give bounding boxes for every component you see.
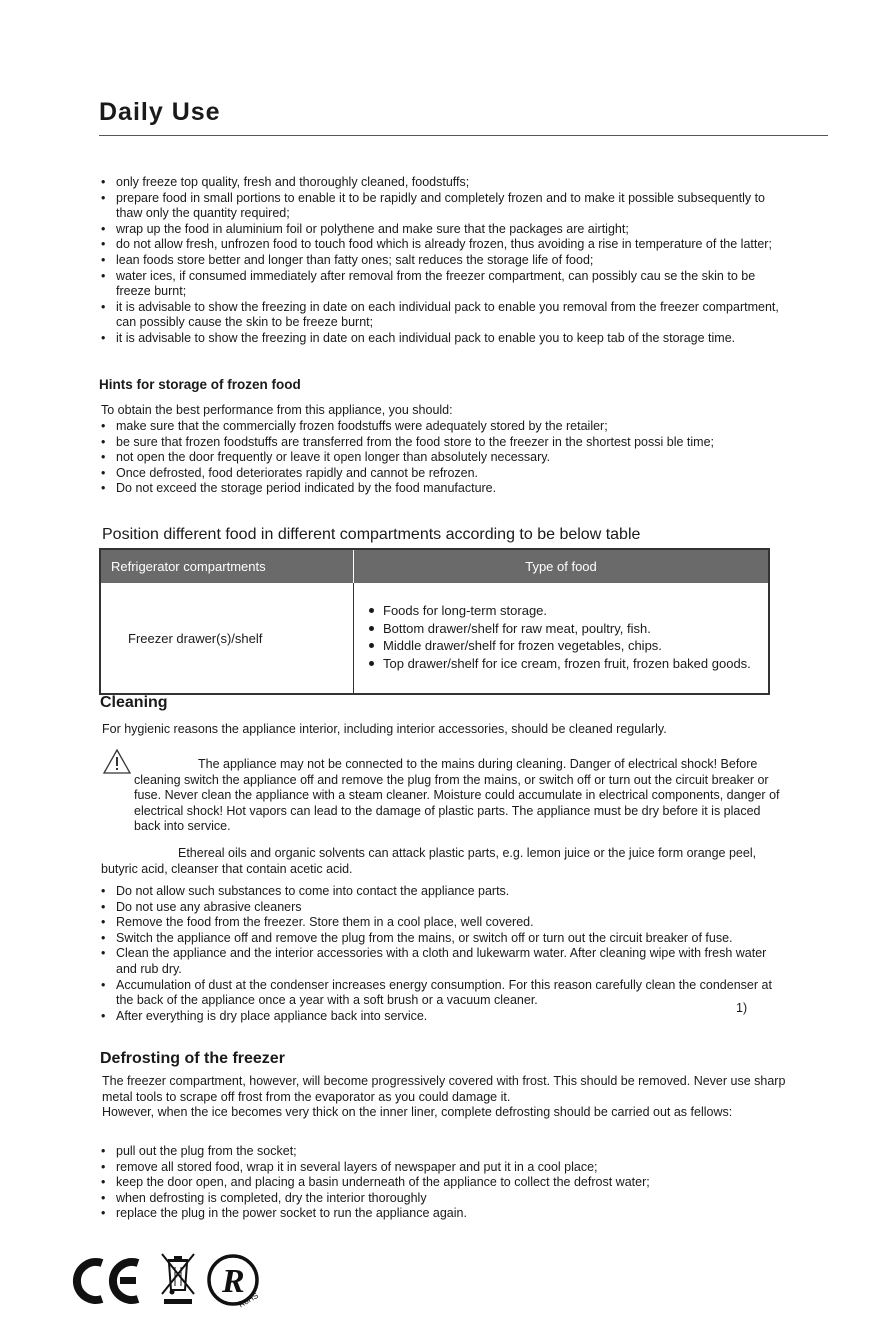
hint-item: • make sure that the commercially frozen foodstuffs were adequately stored by the retailer; (99, 419, 789, 435)
food-type-item: Foods for long-term storage. (366, 602, 760, 620)
freezing-tip-item: • do not allow fresh, unfrozen food to touch food which is already frozen, thus avoiding a rise in temperature of the latter; (99, 237, 779, 253)
freezing-tip-item: • lean foods store better and longer than fatty ones; salt reduces the storage life of food; (99, 253, 779, 269)
cleaning-intro: For hygienic reasons the appliance interior, including interior accessories, should be cleaned regularly. (102, 722, 667, 736)
table-header-compartments: Refrigerator compartments (100, 549, 354, 583)
defrost-paragraph-2: However, when the ice becomes very thick on the inner liner, complete defrosting should be carried out as fellows: (102, 1105, 733, 1119)
cleaning-step-item: • Switch the appliance off and remove the plug from the mains, or switch off or turn out the circuit breaker of fuse. (99, 931, 789, 947)
defrost-paragraph-1: The freezer compartment, however, will become progressively covered with frost. This should be removed. Never use sharp metal tools to scrape off frost from the evaporator as you could damage it. (102, 1074, 786, 1104)
freezing-tips-list (99, 175, 779, 347)
freezing-tip-item: • only freeze top quality, fresh and thoroughly cleaned, foodstuffs; (99, 175, 779, 191)
table-cell-foods (354, 583, 770, 694)
freezing-tip-item: • water ices, if consumed immediately after removal from the freezer compartment, can possibly cau se the skin to be freeze burnt; (99, 269, 779, 300)
title-divider (99, 135, 828, 136)
food-type-list (366, 602, 760, 672)
rohs-logo-letter: R (222, 1263, 245, 1300)
cleaning-step-item: • Clean the appliance and the interior accessories with a cloth and lukewarm water. After cleaning wipe with fresh water and rub dry. (99, 946, 789, 977)
freezing-tip-item: • it is advisable to show the freezing in date on each individual pack to enable you to keep tab of the storage time. (99, 331, 779, 347)
hint-item: • Do not exceed the storage period indicated by the food manufacture. (99, 481, 789, 497)
food-type-item: Bottom drawer/shelf for raw meat, poultry, fish. (366, 620, 760, 638)
defrost-step-item: • pull out the plug from the socket; (99, 1144, 799, 1160)
cleaning-step-item: • Do not allow such substances to come into contact the appliance parts. (99, 884, 789, 900)
table-cell-compartment: Freezer drawer(s)/shelf (100, 583, 354, 694)
cleaning-steps-list (99, 884, 789, 1024)
rohs-logo-text: RoHS (237, 1290, 261, 1310)
freezing-tip-item: • wrap up the food in aluminium foil or polythene and make sure that the packages are airtight; (99, 222, 779, 238)
cleaning-step-item: • Remove the food from the freezer. Store them in a cool place, well covered. (99, 915, 789, 931)
weee-bin-icon (158, 1250, 198, 1306)
hint-item: • be sure that frozen foodstuffs are transferred from the food store to the freezer in the shortest possi ble time; (99, 435, 789, 451)
cleaning-warning: The appliance may not be connected to the mains during cleaning. Danger of electrical shock! Before cleaning switch the appliance off and remove the plug from the mains, or switch off or turn out the circuit breaker or fuse. Never clean the appliance with a steam cleaner. Moisture could accumulate in electrical components, danger of electrical shock! Hot vapors can lead to the damage of plastic parts. The appliance must be dry before it is placed back into service. (134, 757, 780, 834)
hint-item: • not open the door frequently or leave it open longer than absolutely necessary. (99, 450, 789, 466)
defrost-step-item: • when defrosting is completed, dry the interior thoroughly (99, 1191, 799, 1207)
hints-list (99, 419, 789, 497)
hints-intro: To obtain the best performance from this appliance, you should: (101, 403, 453, 417)
hints-heading: Hints for storage of frozen food (99, 377, 301, 392)
cleaning-step-item: • Do not use any abrasive cleaners (99, 900, 789, 916)
defrost-steps-list (99, 1144, 799, 1222)
rohs-logo-icon (205, 1252, 267, 1310)
defrost-heading: Defrosting of the freezer (100, 1050, 285, 1067)
table-header-food-type: Type of food (354, 549, 770, 583)
warning-triangle-icon (102, 748, 132, 775)
defrost-step-item: • keep the door open, and placing a basin underneath of the appliance to collect the defrost water; (99, 1175, 799, 1191)
cleaning-step-item: • After everything is dry place appliance back into service. (99, 1009, 789, 1025)
food-type-item: Middle drawer/shelf for frozen vegetables, chips. (366, 637, 760, 655)
defrost-step-item: • replace the plug in the power socket to run the appliance again. (99, 1206, 799, 1222)
cleaning-heading: Cleaning (100, 694, 168, 711)
freezing-tip-item: • prepare food in small portions to enable it to be rapidly and completely frozen and to make it possible subsequently to thaw only the quantity required; (99, 191, 779, 222)
cleaning-caution: Ethereal oils and organic solvents can attack plastic parts, e.g. lemon juice or the juice form orange peel, butyric acid, cleanser that contain acetic acid. (101, 846, 757, 876)
food-compartment-table (99, 548, 770, 695)
defrost-step-item: • remove all stored food, wrap it in several layers of newspaper and put it in a cool place; (99, 1160, 799, 1176)
position-heading: Position different food in different compartments according to be below table (102, 526, 641, 543)
page-title: Daily Use (99, 98, 221, 126)
food-type-item: Top drawer/shelf for ice cream, frozen fruit, frozen baked goods. (366, 655, 760, 673)
freezing-tip-item: • it is advisable to show the freezing in date on each individual pack to enable you removal from the freezer compartment, can possibly cause the skin to be freeze burnt; (99, 300, 779, 331)
footnote-marker: 1) (736, 1001, 748, 1015)
hint-item: • Once defrosted, food deteriorates rapidly and cannot be refrozen. (99, 466, 789, 482)
cleaning-step-item: • Accumulation of dust at the condenser increases energy consumption. For this reason carefully clean the condenser at the back of the appliance once a year with a soft brush or a vacuum cleaner. (99, 978, 789, 1009)
ce-mark-icon (72, 1257, 144, 1305)
